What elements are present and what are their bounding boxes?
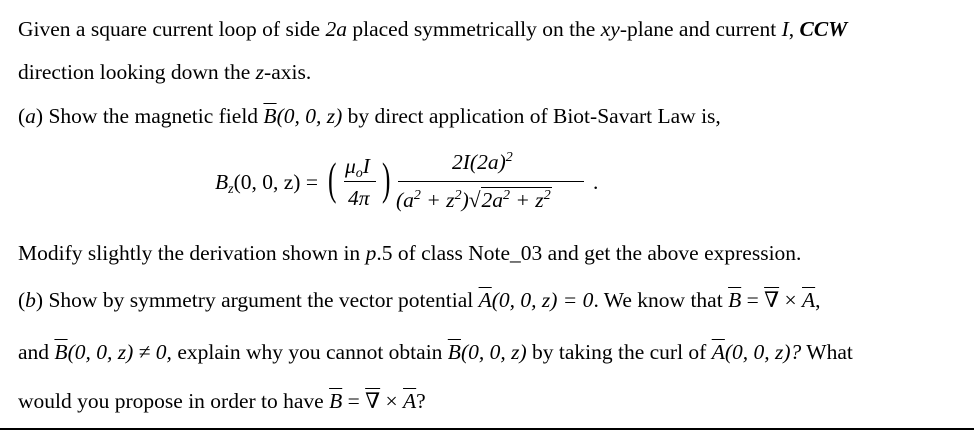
part-a-statement [18, 103, 721, 129]
math-numerator: 2I(2a) [452, 150, 506, 174]
biot-savart-equation [0, 148, 974, 232]
fraction-main-numerator [452, 150, 513, 175]
fraction-mu-numerator [345, 154, 370, 179]
part-label: a [25, 104, 36, 128]
math-vector-A: $\overline{A}$ [711, 340, 725, 364]
math-exponent: 2 [454, 188, 462, 203]
fraction-bar [398, 181, 584, 182]
text-segment: by taking the curl of [526, 340, 712, 364]
text-segment: by direct application of Biot-Savart Law is, [342, 104, 721, 128]
text-segment: and [18, 340, 55, 364]
sqrt-radicand [481, 187, 552, 212]
math-exponent: 2 [505, 150, 513, 165]
math-args: (0, 0, z) ≠ 0, [67, 340, 172, 364]
text-segment: direction looking down the [18, 60, 256, 84]
text-segment: Show by symmetry argument the vector potential [43, 288, 479, 312]
nabla-icon: ∇ [764, 288, 780, 312]
problem-line-1 [18, 16, 847, 42]
text-segment: Show the magnetic field [43, 104, 264, 128]
math-args: (0, 0, z) [460, 340, 527, 364]
part-label-open: ( [18, 104, 26, 128]
math-text: ) [461, 188, 469, 212]
part-b-explanation [18, 339, 853, 365]
math-exponent: 2 [503, 188, 511, 203]
math-args: (0, 0, z) = [233, 170, 318, 194]
text-segment: explain why you cannot obtain [171, 340, 448, 364]
equation-period: . [593, 170, 599, 194]
math-subscript-z: z [228, 182, 234, 197]
fraction-mu-denominator: 4π [348, 186, 370, 210]
math-vector-B: $\overline{B}$ [54, 340, 68, 364]
part-b-statement [18, 287, 821, 313]
sqrt-icon: √ [468, 188, 481, 212]
text-segment: -axis. [264, 60, 312, 84]
nabla-icon: ∇ [365, 389, 381, 413]
modify-instruction [18, 240, 801, 266]
fraction-bar [344, 181, 376, 182]
part-label-close: ) [35, 288, 44, 312]
text-segment: ? [416, 389, 426, 413]
math-vector-B: $\overline{B}$ [263, 104, 277, 128]
part-label-open: ( [18, 288, 26, 312]
math-side-length: 2a [325, 17, 347, 41]
math-z: z [255, 60, 265, 84]
math-exponent: 2 [543, 188, 551, 203]
math-args: (0, 0, z) [276, 104, 343, 128]
fraction-main-denominator [396, 188, 552, 213]
problem-line-2 [18, 59, 311, 85]
math-equals: = [342, 389, 366, 413]
math-mu: μ [345, 154, 356, 178]
left-paren: ( [328, 153, 337, 204]
math-plane: xy [600, 17, 620, 41]
math-subscript-o: o [355, 166, 363, 181]
text-segment: would you propose in order to have [18, 389, 330, 413]
part-label: b [25, 288, 36, 312]
math-I: I [362, 154, 370, 178]
math-args: (0, 0, z)? [724, 340, 802, 364]
text-segment: .5 of class Note_03 and get the above expression. [376, 241, 802, 265]
math-p: p [365, 241, 377, 265]
math-vector-B: $\overline{B}$ [329, 389, 343, 413]
text-segment: Modify slightly the derivation shown in [18, 241, 366, 265]
text-segment: What [801, 340, 853, 364]
text-segment: . We know that [593, 288, 729, 312]
right-paren: ) [382, 153, 391, 204]
math-times: × [779, 288, 802, 312]
math-exponent: 2 [413, 188, 421, 203]
math-equals: = [741, 288, 765, 312]
text-segment: , [788, 17, 800, 41]
math-args: (0, 0, z) = 0 [491, 288, 594, 312]
equation-lhs [215, 170, 318, 195]
part-label-close: ) [35, 104, 44, 128]
math-vector-B: $\overline{B}$ [728, 288, 742, 312]
math-times: × [380, 389, 404, 413]
math-text: + z [420, 188, 455, 212]
text-segment: , [815, 288, 821, 312]
part-b-question [18, 388, 426, 414]
math-text: + z [510, 188, 544, 212]
math-ccw: CCW [799, 17, 848, 41]
text-segment: -plane and current [619, 17, 782, 41]
math-B: B [215, 170, 229, 194]
math-vector-A: $\overline{A}$ [478, 288, 492, 312]
math-vector-A: $\overline{A}$ [802, 288, 816, 312]
text-segment: Given a square current loop of side [18, 17, 326, 41]
math-text: 2a [481, 188, 504, 212]
math-current: I [781, 17, 789, 41]
math-vector-A: $\overline{A}$ [403, 389, 417, 413]
math-text: (a [396, 188, 414, 212]
math-vector-B: $\overline{B}$ [447, 340, 461, 364]
text-segment: placed symmetrically on the [346, 17, 601, 41]
